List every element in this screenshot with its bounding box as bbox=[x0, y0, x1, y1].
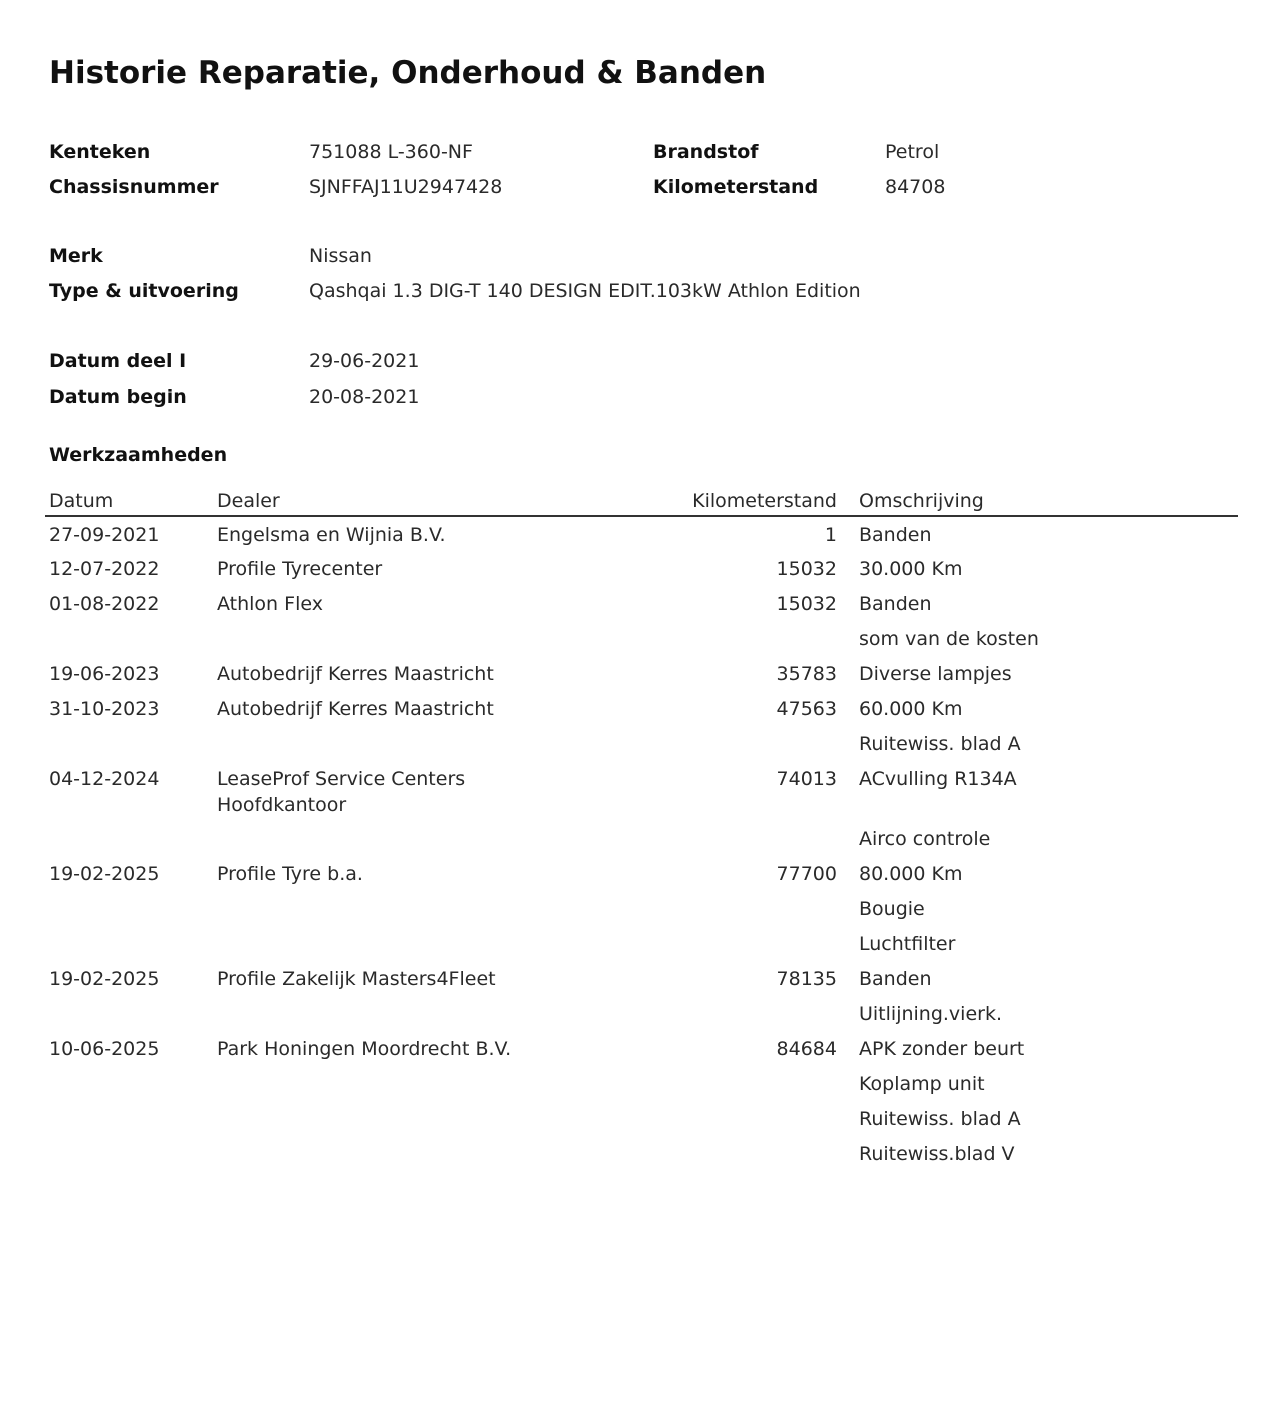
merk-value: Nissan bbox=[309, 245, 372, 267]
table-header-row bbox=[45, 482, 1238, 516]
brandstof-value: Petrol bbox=[885, 141, 940, 163]
row-omschrijving: 30.000 Km bbox=[859, 558, 963, 580]
merk-label: Merk bbox=[49, 245, 103, 267]
row-kilometerstand: 77700 bbox=[776, 863, 837, 885]
row-datum: 10-06-2025 bbox=[49, 1038, 160, 1060]
row-kilometerstand bbox=[581, 821, 841, 856]
row-datum bbox=[45, 621, 213, 656]
kenteken-value: 751088 L-360-NF bbox=[309, 141, 473, 163]
type-label: Type & uitvoering bbox=[49, 280, 239, 302]
kilometerstand-value: 84708 bbox=[885, 176, 946, 198]
row-dealer: Profile Tyrecenter bbox=[217, 558, 383, 580]
row-dealer bbox=[213, 821, 581, 856]
table-row bbox=[45, 926, 1238, 961]
row-kilometerstand bbox=[581, 1101, 841, 1136]
row-kilometerstand: 47563 bbox=[776, 698, 837, 720]
table-row bbox=[45, 961, 1238, 996]
header-omschrijving: Omschrijving bbox=[841, 482, 1238, 516]
row-datum bbox=[45, 726, 213, 761]
table-row bbox=[45, 821, 1238, 856]
row-kilometerstand bbox=[581, 726, 841, 761]
row-datum: 31-10-2023 bbox=[49, 698, 160, 720]
row-kilometerstand: 74013 bbox=[776, 768, 837, 790]
row-dealer bbox=[213, 1136, 581, 1171]
row-datum: 19-06-2023 bbox=[49, 663, 160, 685]
werkzaamheden-heading: Werkzaamheden bbox=[49, 444, 228, 466]
page-title: Historie Reparatie, Onderhoud & Banden bbox=[49, 55, 767, 91]
datum-deel-value: 29-06-2021 bbox=[309, 350, 420, 372]
datum-begin-value: 20-08-2021 bbox=[309, 386, 420, 408]
row-dealer bbox=[213, 1101, 581, 1136]
werkzaamheden-table bbox=[45, 482, 1238, 1171]
row-datum: 12-07-2022 bbox=[49, 558, 160, 580]
row-dealer: Park Honingen Moordrecht B.V. bbox=[217, 1038, 512, 1060]
table-row bbox=[45, 656, 1238, 691]
row-dealer: Engelsma en Wijnia B.V. bbox=[217, 524, 446, 546]
row-datum bbox=[45, 1136, 213, 1171]
row-kilometerstand: 1 bbox=[824, 524, 837, 546]
row-omschrijving: APK zonder beurt bbox=[859, 1038, 1025, 1060]
table-row bbox=[45, 1101, 1238, 1136]
table-row bbox=[45, 551, 1238, 586]
row-datum: 01-08-2022 bbox=[49, 593, 160, 615]
row-omschrijving: 60.000 Km bbox=[859, 698, 963, 720]
table-row bbox=[45, 996, 1238, 1031]
table-row bbox=[45, 586, 1238, 621]
row-kilometerstand: 84684 bbox=[776, 1038, 837, 1060]
row-omschrijving: Ruitewiss. blad A bbox=[859, 1108, 1021, 1130]
header-datum: Datum bbox=[45, 482, 213, 516]
row-omschrijving: Ruitewiss.blad V bbox=[859, 1143, 1015, 1165]
row-omschrijving: Luchtfilter bbox=[859, 933, 956, 955]
datum-deel-label: Datum deel I bbox=[49, 350, 187, 372]
row-datum: 19-02-2025 bbox=[49, 968, 160, 990]
type-value: Qashqai 1.3 DIG-T 140 DESIGN EDIT.103kW Athlon Edition bbox=[309, 280, 861, 302]
table-row bbox=[45, 621, 1238, 656]
datum-begin-label: Datum begin bbox=[49, 386, 187, 408]
table-row bbox=[45, 1136, 1238, 1171]
row-omschrijving: som van de kosten bbox=[859, 628, 1039, 650]
row-dealer: Athlon Flex bbox=[217, 593, 323, 615]
chassis-value: SJNFFAJ11U2947428 bbox=[309, 176, 503, 198]
row-dealer bbox=[213, 726, 581, 761]
row-datum: 27-09-2021 bbox=[49, 524, 160, 546]
row-dealer: Autobedrijf Kerres Maastricht bbox=[217, 698, 494, 720]
row-kilometerstand bbox=[581, 891, 841, 926]
row-kilometerstand: 35783 bbox=[776, 663, 837, 685]
row-kilometerstand bbox=[581, 926, 841, 961]
row-omschrijving: Airco controle bbox=[859, 828, 991, 850]
row-datum bbox=[45, 1066, 213, 1101]
table-row bbox=[45, 516, 1238, 551]
brandstof-label: Brandstof bbox=[653, 141, 759, 163]
table-row bbox=[45, 891, 1238, 926]
row-omschrijving: Banden bbox=[859, 968, 932, 990]
table-row bbox=[45, 691, 1238, 726]
row-dealer bbox=[213, 1066, 581, 1101]
row-datum: 19-02-2025 bbox=[49, 863, 160, 885]
table-row bbox=[45, 761, 1238, 821]
header-dealer: Dealer bbox=[213, 482, 581, 516]
row-datum bbox=[45, 821, 213, 856]
table-row bbox=[45, 856, 1238, 891]
kilometerstand-label: Kilometerstand bbox=[653, 176, 819, 198]
row-datum: 04-12-2024 bbox=[49, 768, 160, 790]
row-kilometerstand bbox=[581, 621, 841, 656]
row-dealer bbox=[213, 621, 581, 656]
row-omschrijving: Banden bbox=[859, 524, 932, 546]
row-kilometerstand: 78135 bbox=[776, 968, 837, 990]
row-datum bbox=[45, 1101, 213, 1136]
row-dealer: Profile Zakelijk Masters4Fleet bbox=[217, 968, 496, 990]
row-datum bbox=[45, 996, 213, 1031]
header-kilometerstand: Kilometerstand bbox=[581, 482, 841, 516]
row-kilometerstand: 15032 bbox=[776, 558, 837, 580]
row-omschrijving: 80.000 Km bbox=[859, 863, 963, 885]
row-dealer bbox=[213, 891, 581, 926]
table-row bbox=[45, 1066, 1238, 1101]
row-dealer bbox=[213, 926, 581, 961]
row-dealer: Profile Tyre b.a. bbox=[217, 863, 363, 885]
row-omschrijving: ACvulling R134A bbox=[859, 768, 1017, 790]
row-kilometerstand bbox=[581, 996, 841, 1031]
row-omschrijving: Uitlijning.vierk. bbox=[859, 1003, 1003, 1025]
row-kilometerstand bbox=[581, 1136, 841, 1171]
table-row bbox=[45, 1031, 1238, 1066]
row-dealer: LeaseProf Service Centers Hoofdkantoor bbox=[217, 768, 466, 816]
row-datum bbox=[45, 891, 213, 926]
table-row bbox=[45, 726, 1238, 761]
row-omschrijving: Diverse lampjes bbox=[859, 663, 1012, 685]
row-omschrijving: Ruitewiss. blad A bbox=[859, 733, 1021, 755]
row-dealer bbox=[213, 996, 581, 1031]
chassis-label: Chassisnummer bbox=[49, 176, 219, 198]
row-datum bbox=[45, 926, 213, 961]
row-kilometerstand bbox=[581, 1066, 841, 1101]
kenteken-label: Kenteken bbox=[49, 141, 151, 163]
row-omschrijving: Bougie bbox=[859, 898, 925, 920]
row-kilometerstand: 15032 bbox=[776, 593, 837, 615]
row-omschrijving: Banden bbox=[859, 593, 932, 615]
row-dealer: Autobedrijf Kerres Maastricht bbox=[217, 663, 494, 685]
row-omschrijving: Koplamp unit bbox=[859, 1073, 985, 1095]
